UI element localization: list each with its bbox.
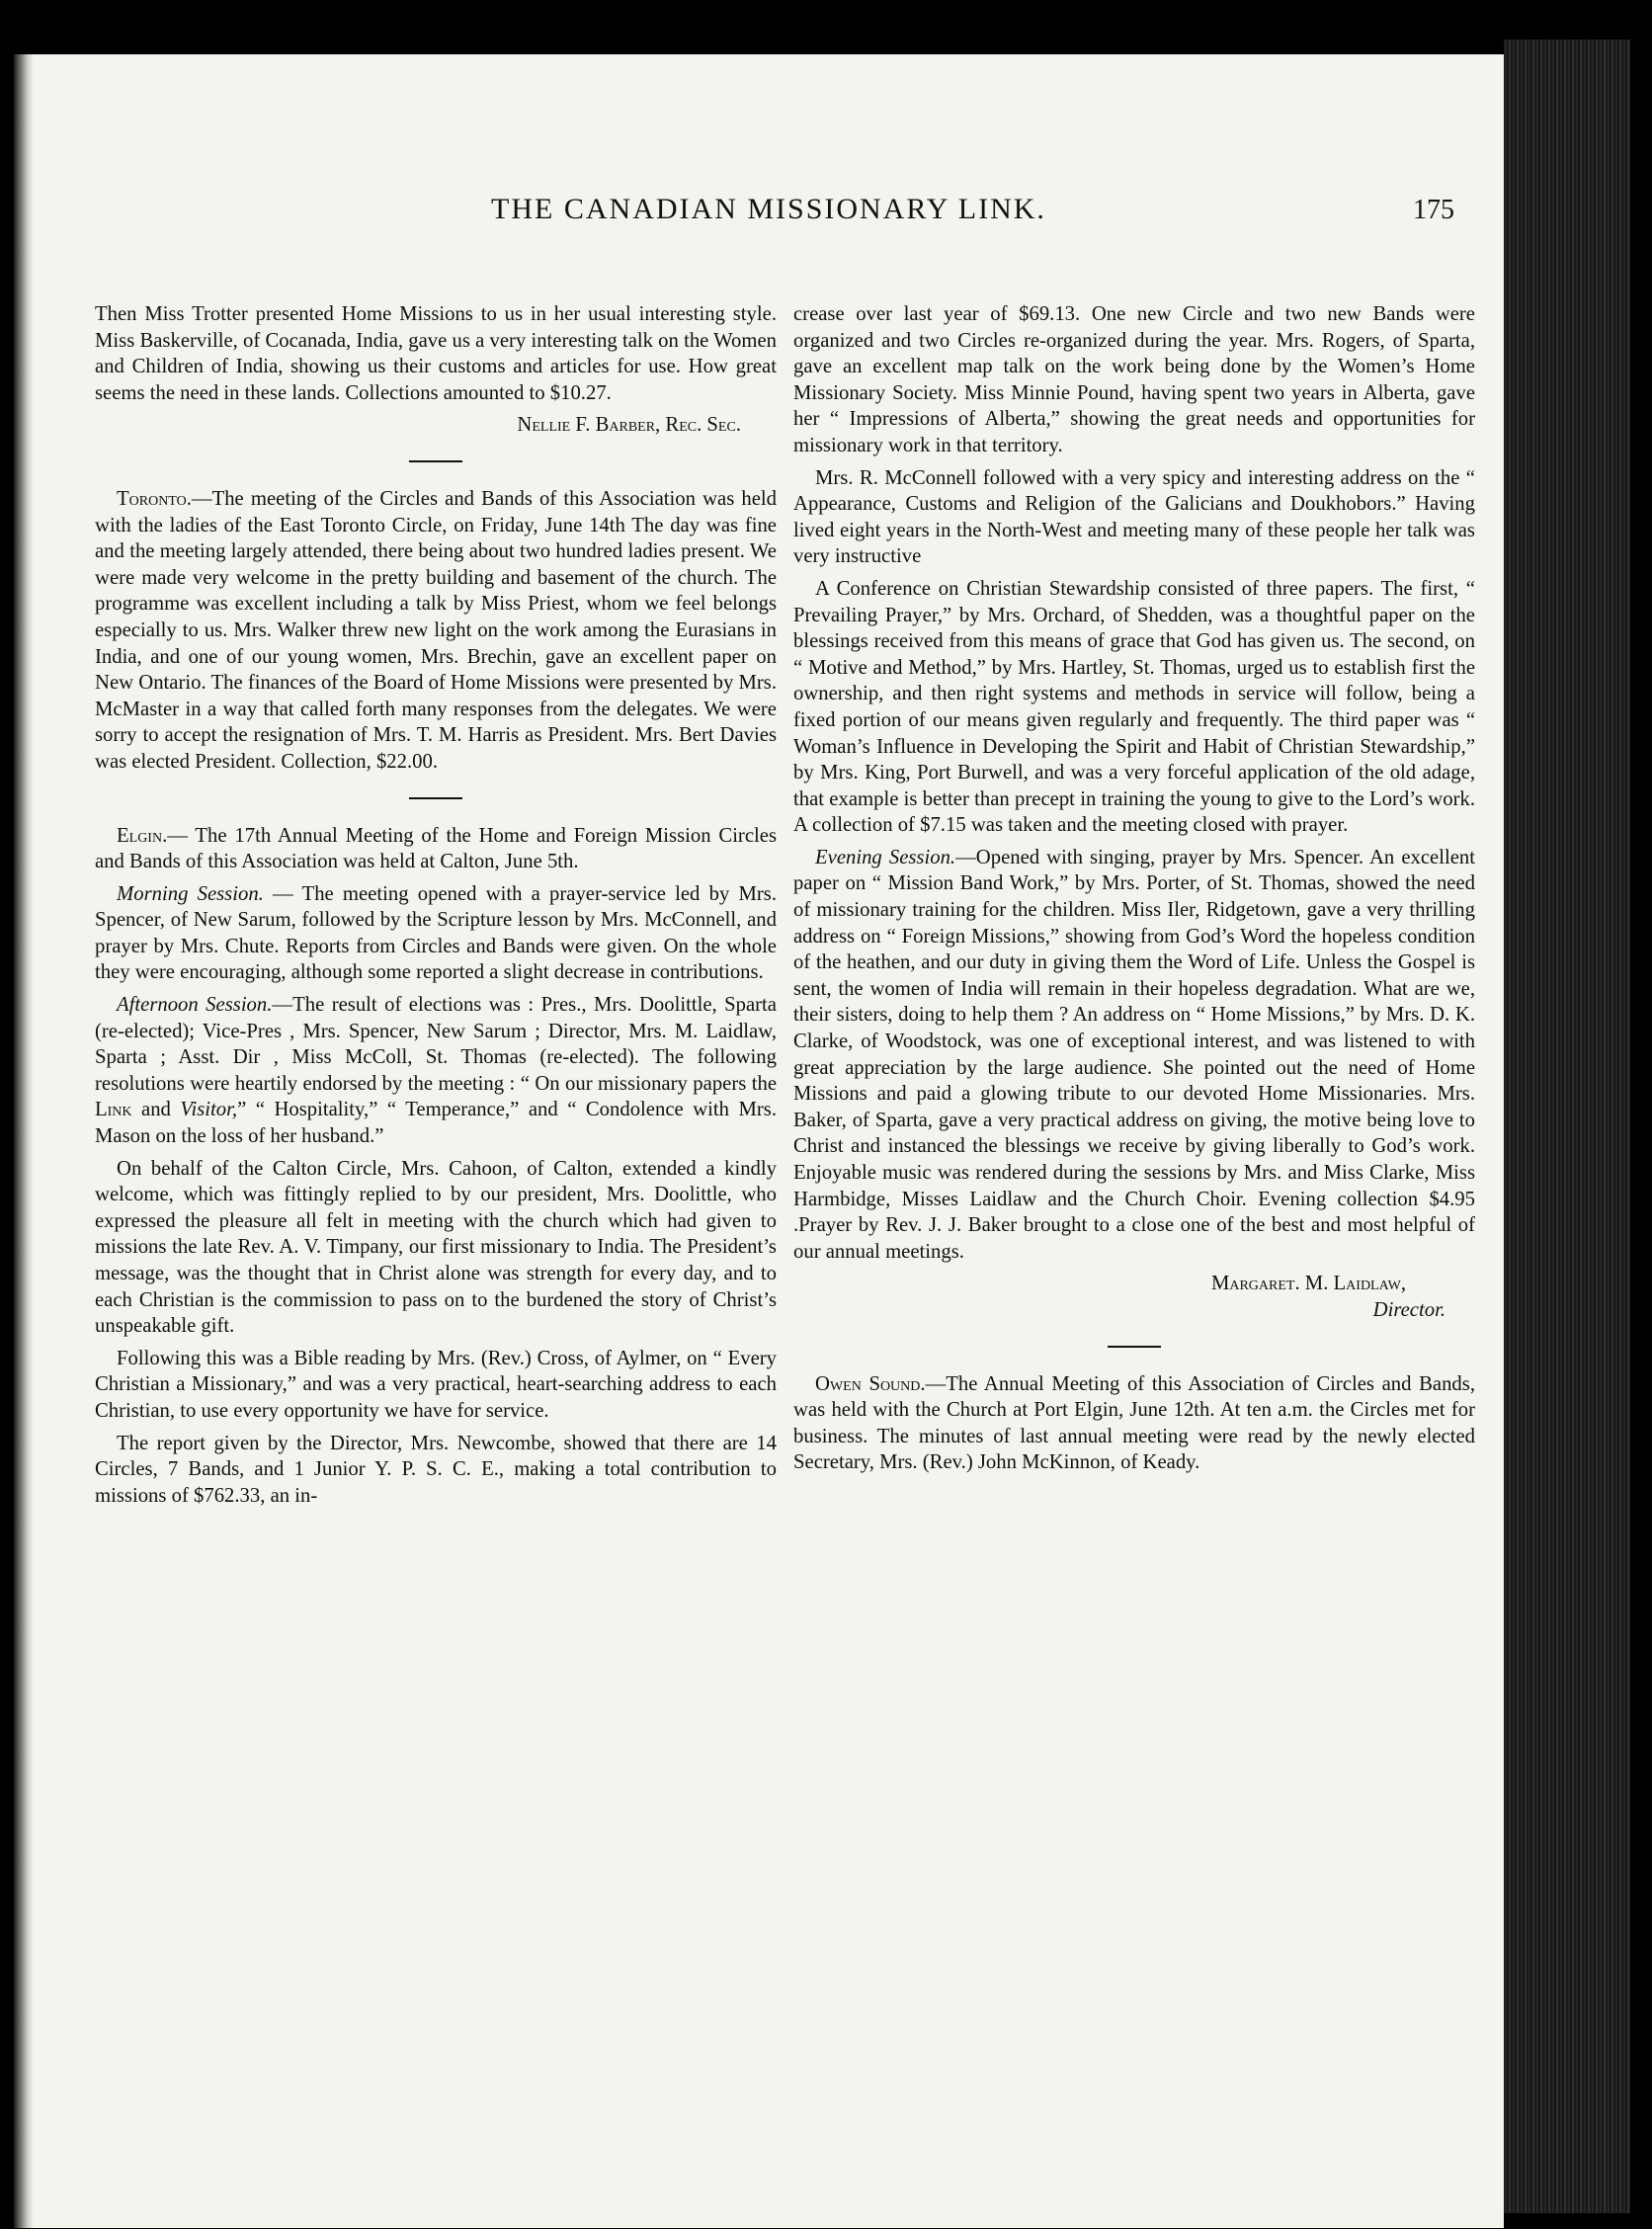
signature-block <box>793 1271 1475 1323</box>
page-number: 175 <box>1413 195 1454 225</box>
book-page <box>14 54 1504 2228</box>
label-afternoon-session: Afternoon Session. <box>117 994 273 1017</box>
paragraph-afternoon-session <box>95 992 777 1150</box>
section-divider <box>409 460 462 462</box>
afternoon-text-3: ” “ Hospitality,” “ Temperance,” and “ Condolence with Mrs. Mason on the loss of her husband.” <box>95 1099 777 1148</box>
paragraph-mcconnell: Mrs. R. McConnell followed with a very spicy and interesting address on the “ Appearance, Customs and Religion of the Galicians and Doukhobors.” Having lived eight years in the North-West and meeting many of these people her talk was very instructive <box>793 466 1475 568</box>
paragraph-conference: A Conference on Christian Stewardship consisted of three papers. The first, “ Prevailing Prayer,” by Mrs. Orchard, of Shedden, was a thoughtful paper on the blessings received from this means of grace that God has given us. The second, on “ Motive and Method,” by Mrs. Hartley, St. Thomas, urged us to establish first the ownership, and then right systems and methods in service will follow, being a fixed portion of our means given regularly and frequently. The third paper was “ Woman’s Influence in Developing the Spirit and Habit of Christian Stewardship,” by Mrs. King, Port Burwell, and was a very forceful application of the old adage, that example is better than precept in training the young to give to the Lord’s work. A collection of $7.15 was taken and the meeting closed with prayer. <box>793 577 1475 837</box>
heading-owen-sound: Owen Sound. <box>815 1372 926 1395</box>
book-page-edges <box>1504 40 1630 2213</box>
heading-toronto: Toronto. <box>117 487 192 510</box>
paragraph-director-report: The report given by the Director, Mrs. Newcombe, showed that there are 14 Circles, 7 Bands, and 1 Junior Y. P. S. C. E., making a total contribution to missions of $762.33, an in- <box>95 1432 777 1507</box>
evening-text: —Opened with singing, prayer by Mrs. Spencer. An excellent paper on “ Mission Band Work,” by Mrs. Porter, of St. Thomas, showed the need of missionary training for the children. Miss Iler, Ridgetown, gave a very thrilling address on “ Foreign Missions,” showing from God’s Word the hopeless condition of the heathen, and our duty in giving them the Word of Life. Unless the Gospel is sent, the women of India will remain in their hopeless degradation. What are we, their sisters, doing to help them ? An address on “ Home Missions,” by Mrs. D. K. Clarke, of Woodstock, was one of exceptional interest, and was listened to with great appreciation by the large audience. She pointed out the need of Home Missions and paid a glowing tribute to our devoted Home Missionaries. Mrs. Baker, of Sparta, gave a very practical address on giving, the motive being love to Christ and instanced the blessings we receive by giving liberally to God’s work. Enjoyable music was rendered during the sessions by Mrs. and Miss Clarke, Miss Harmbidge, Misses Laidlaw and the Church Choir. Evening collection $4.95 .Prayer by Rev. J. J. Baker brought to a close one of the best and most helpful of our annual meetings. <box>793 846 1475 1263</box>
paragraph-morning-session <box>95 881 777 986</box>
word-link: Link <box>95 1099 132 1121</box>
paragraph-continued: crease over last year of $69.13. One new Circle and two new Bands were organized and two Circles re-organized during the year. Mrs. Rogers, of Sparta, gave an excellent map talk on the work being done by the Women’s Home Missionary Society. Miss Minnie Pound, having spent two years in Alberta, gave her “ Impressions of Alberta,” showing the great needs and opportunities for missionary work in that territory. <box>793 303 1475 456</box>
label-morning-session: Morning Session. <box>117 882 264 905</box>
toronto-text: —The meeting of the Circles and Bands of this Association was held with the ladies of the East Toronto Circle, on Friday, June 14th The day was fine and the meeting largely attended, there being about two hundred ladies present. We were made very welcome in the pretty building and basement of the church. The programme was excellent including a talk by Miss Priest, whom we feel belongs especially to us. Mrs. Walker threw new light on the work among the Eurasians in India, and one of our young women, Mrs. Brechin, gave an excellent paper on New Ontario. The finances of the Board of Home Missions were presented by Mrs. McMaster in a way that called forth many responses from the delegates. We were sorry to accept the resignation of Mrs. T. M. Harris as President. Mrs. Bert Davies was elected President. Collection, $22.00. <box>95 487 777 773</box>
signature-name: Margaret. M. Laidlaw, <box>1210 1273 1406 1295</box>
paragraph-toronto <box>95 486 777 776</box>
section-divider <box>1108 1346 1161 1348</box>
paragraph-intro: Then Miss Trotter presented Home Missions to us in her usual interesting style. Miss Baskerville, of Cocanada, India, gave us a very interesting talk on the Women and Children of India, showing us their customs and articles for use. How great seems the need in these lands. Collections amounted to $10.27. <box>95 303 777 404</box>
owen-text: —The Annual Meeting of this Association of Circles and Bands, was held with the Church at Port Elgin, June 12th. At ten a.m. the Circles met for business. The minutes of last annual meeting were read by the newly elected Secretary, Mrs. (Rev.) John McKinnon, of Keady. <box>793 1372 1475 1474</box>
word-visitor: Visitor, <box>180 1099 238 1121</box>
elgin-text: — The 17th Annual Meeting of the Home and Foreign Mission Circles and Bands of this Association was held at Calton, June 5th. <box>95 824 777 873</box>
paragraph-evening-session <box>793 845 1475 1266</box>
binding-shadow <box>14 54 34 2228</box>
right-column <box>793 301 1475 1482</box>
signature-title: Director. <box>1372 1298 1446 1321</box>
afternoon-text-1: —The result of elections was : Pres., Mrs. Doolittle, Sparta (re-elected); Vice-Pres , Mrs. Spencer, New Sarum ; Director, Mrs. M. Laidlaw, Sparta ; Asst. Dir , Miss McColl, St. Thomas (re-elected). The following resolutions were heartily endorsed by the meeting : “ On our missionary papers the <box>95 994 777 1095</box>
afternoon-text-2: and <box>131 1099 181 1121</box>
paragraph-bible-reading: Following this was a Bible reading by Mrs. (Rev.) Cross, of Aylmer, on “ Every Christian a Missionary,” and was a very practical, heart-searching address to each Christian, to use every opportunity we have for service. <box>95 1347 777 1422</box>
left-column <box>95 301 777 1515</box>
paragraph-owen-sound <box>793 1371 1475 1476</box>
paragraph-elgin <box>95 823 777 875</box>
morning-text: — The meeting opened with a prayer-service led by Mrs. Spencer, of New Sarum, followed by the Scripture lesson by Mrs. McConnell, and prayer by Mrs. Chute. Reports from Circles and Bands were given. On the whole they were encouraging, although some reported a slight decrease in contributions. <box>95 882 777 984</box>
paragraph-calton: On behalf of the Calton Circle, Mrs. Cahoon, of Calton, extended a kindly welcome, which was fittingly replied to by our president, Mrs. Doolittle, who expressed the pleasure all felt in meeting with the church which had given to missions the late Rev. A. V. Timpany, our first missionary to India. The President’s message, was the thought that in Christ alone was strength for every day, and to each Christian is the commission to pass on to the burdened the story of Christ’s unspeakable gift. <box>95 1157 777 1338</box>
label-evening-session: Evening Session. <box>815 846 956 868</box>
signature-nellie-barber: Nellie F. Barber, Rec. Sec. <box>517 414 741 437</box>
running-header-title: THE CANADIAN MISSIONARY LINK. <box>491 193 1046 225</box>
section-divider <box>409 797 462 799</box>
heading-elgin: Elgin. <box>117 824 168 847</box>
